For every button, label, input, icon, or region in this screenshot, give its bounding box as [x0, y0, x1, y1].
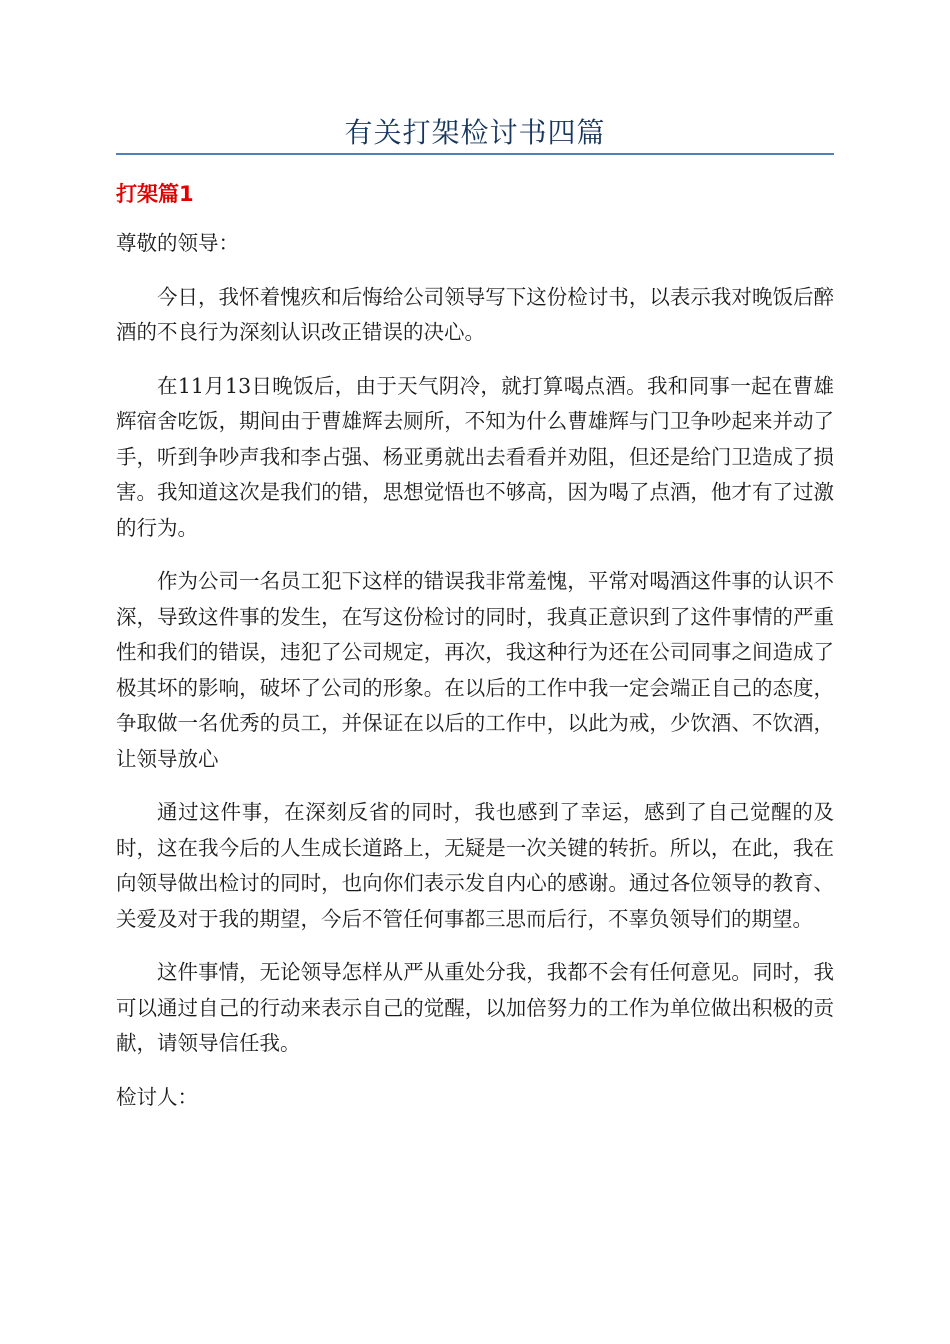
paragraph-2: 在11月13日晚饭后，由于天气阴冷，就打算喝点酒。我和同事一起在曹雄辉宿舍吃饭，期间由于曹雄辉去厕所，不知为什么曹雄辉与门卫争吵起来并动了手，听到争吵声我和李占强、杨亚勇就出去看看并劝阻，但还是给门卫造成了损害。我知道这次是我们的错，思想觉悟也不够高，因为喝了点酒，他才有了过激的行为。: [116, 373, 834, 540]
paragraph-3: 作为公司一名员工犯下这样的错误我非常羞愧，平常对喝酒这件事的认识不深，导致这件事的发生，在写这份检讨的同时，我真正意识到了这件事情的严重性和我们的错误，违犯了公司规定，再次，我这种行为还在公司同事之间造成了极其坏的影响，破坏了公司的形象。在以后的工作中我一定会端正自己的态度，争取做一名优秀的员工，并保证在以后的工作中，以此为戒，少饮酒、不饮酒，让领导放心: [116, 569, 834, 771]
paragraph-5: 这件事情，无论领导怎样从严从重处分我，我都不会有任何意见。同时，我可以通过自己的行动来表示自己的觉醒，以加倍努力的工作为单位做出积极的贡献，请领导信任我。: [116, 960, 834, 1055]
paragraph-1: 今日，我怀着愧疚和后悔给公司领导写下这份检讨书，以表示我对晚饭后醉酒的不良行为深刻认识改正错误的决心。: [116, 284, 834, 344]
signature-line: 检讨人：: [116, 1084, 198, 1109]
letter-body: [116, 226, 834, 1133]
paragraph-4: 通过这件事，在深刻反省的同时，我也感到了幸运，感到了自己觉醒的及时，这在我今后的人生成长道路上，无疑是一次关键的转折。所以，在此，我在向领导做出检讨的同时，也向你们表示发自内心的感谢。通过各位领导的教育、关爱及对于我的期望，今后不管任何事都三思而后行，不辜负领导们的期望。: [116, 800, 834, 931]
salutation: 尊敬的领导：: [116, 231, 239, 255]
title-underline: [116, 153, 834, 155]
section-heading: 打架篇1: [116, 182, 194, 206]
document-title: 有关打架检讨书四篇: [344, 116, 606, 149]
